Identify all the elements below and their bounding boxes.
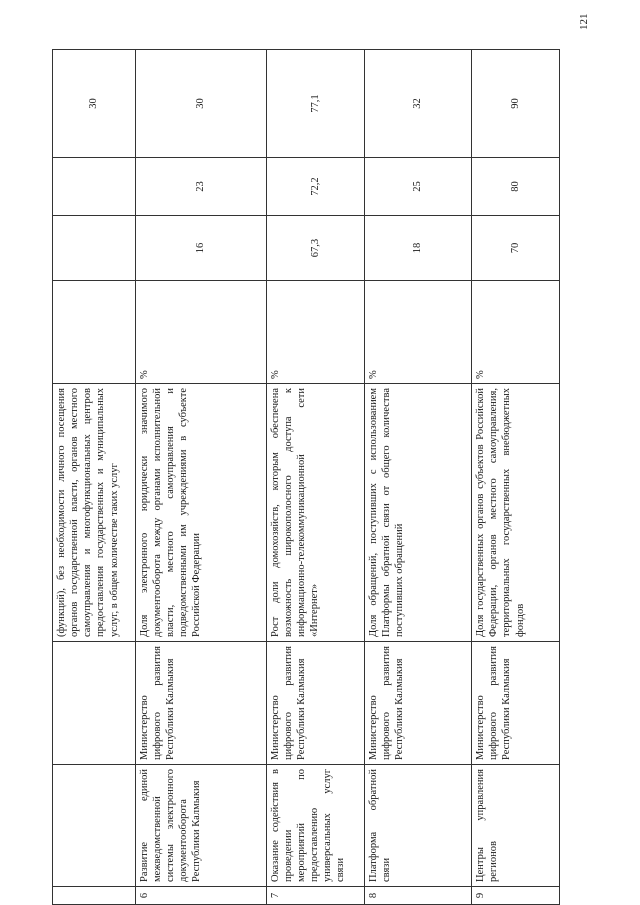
table-row	[266, 50, 364, 905]
indicator: Доля электронного юридически значимого документооборота между органами исполнительной власти, местного самоуправления и подведомственными им учреждениями в субъекте Российской Федерации	[135, 384, 266, 642]
measure-name: Оказание содействия в проведении мероприятий по предоставлению универсальных услуг связи	[266, 765, 364, 887]
indicator-table	[52, 49, 560, 905]
executor: Министерство цифрового развития Республики Калмыкия	[364, 642, 472, 765]
indicator: Рост доли домохозяйств, которым обеспечена возможность широкополосного доступа к информационно-телекоммуникационной сети «Интернет»	[266, 384, 364, 642]
measure-name	[53, 765, 136, 887]
value-2: 80	[472, 158, 560, 216]
value-1: 70	[472, 216, 560, 281]
executor: Министерство цифрового развития Республики Калмыкия	[266, 642, 364, 765]
indicator: (функций), без необходимости личного посещения органов государственной власти, органов местного самоуправления и многофункциональных центров предоставления государственных и муниципальных услуг, в общем количестве таких услуг	[53, 384, 136, 642]
value-1	[53, 216, 136, 281]
value-1: 67,3	[266, 216, 364, 281]
value-1: 18	[364, 216, 472, 281]
unit: %	[266, 281, 364, 384]
row-number: 9	[472, 887, 560, 905]
row-number: 7	[266, 887, 364, 905]
value-3: 30	[53, 50, 136, 158]
unit: %	[472, 281, 560, 384]
table-row	[364, 50, 472, 905]
value-3: 90	[472, 50, 560, 158]
unit	[53, 281, 136, 384]
row-number	[53, 887, 136, 905]
value-2	[53, 158, 136, 216]
value-1: 16	[135, 216, 266, 281]
indicator: Доля государственных органов субъектов Российской Федерации, органов местного самоуправления, территориальных государственных внебюджетных фондов	[472, 384, 560, 642]
value-3: 77,1	[266, 50, 364, 158]
unit: %	[364, 281, 472, 384]
table-row	[53, 50, 136, 905]
value-3: 32	[364, 50, 472, 158]
row-number: 8	[364, 887, 472, 905]
row-number: 6	[135, 887, 266, 905]
indicator: Доля обращений, поступивших с использованием Платформы обратной связи от общего количества поступивших обращений	[364, 384, 472, 642]
measure-name: Платформа обратной связи	[364, 765, 472, 887]
measure-name: Центры управления регионов	[472, 765, 560, 887]
table-row	[135, 50, 266, 905]
rotated-table-sheet	[52, 50, 560, 905]
unit: %	[135, 281, 266, 384]
value-3: 30	[135, 50, 266, 158]
value-2: 25	[364, 158, 472, 216]
executor: Министерство цифрового развития Республики Калмыкия	[135, 642, 266, 765]
executor: Министерство цифрового развития Республики Калмыкия	[472, 642, 560, 765]
page-number: 121	[578, 13, 590, 30]
value-2: 23	[135, 158, 266, 216]
measure-name: Развитие единой межведомственной системы электронного документооборота Республики Калмыкия	[135, 765, 266, 887]
executor	[53, 642, 136, 765]
value-2: 72,2	[266, 158, 364, 216]
table-row	[472, 50, 560, 905]
